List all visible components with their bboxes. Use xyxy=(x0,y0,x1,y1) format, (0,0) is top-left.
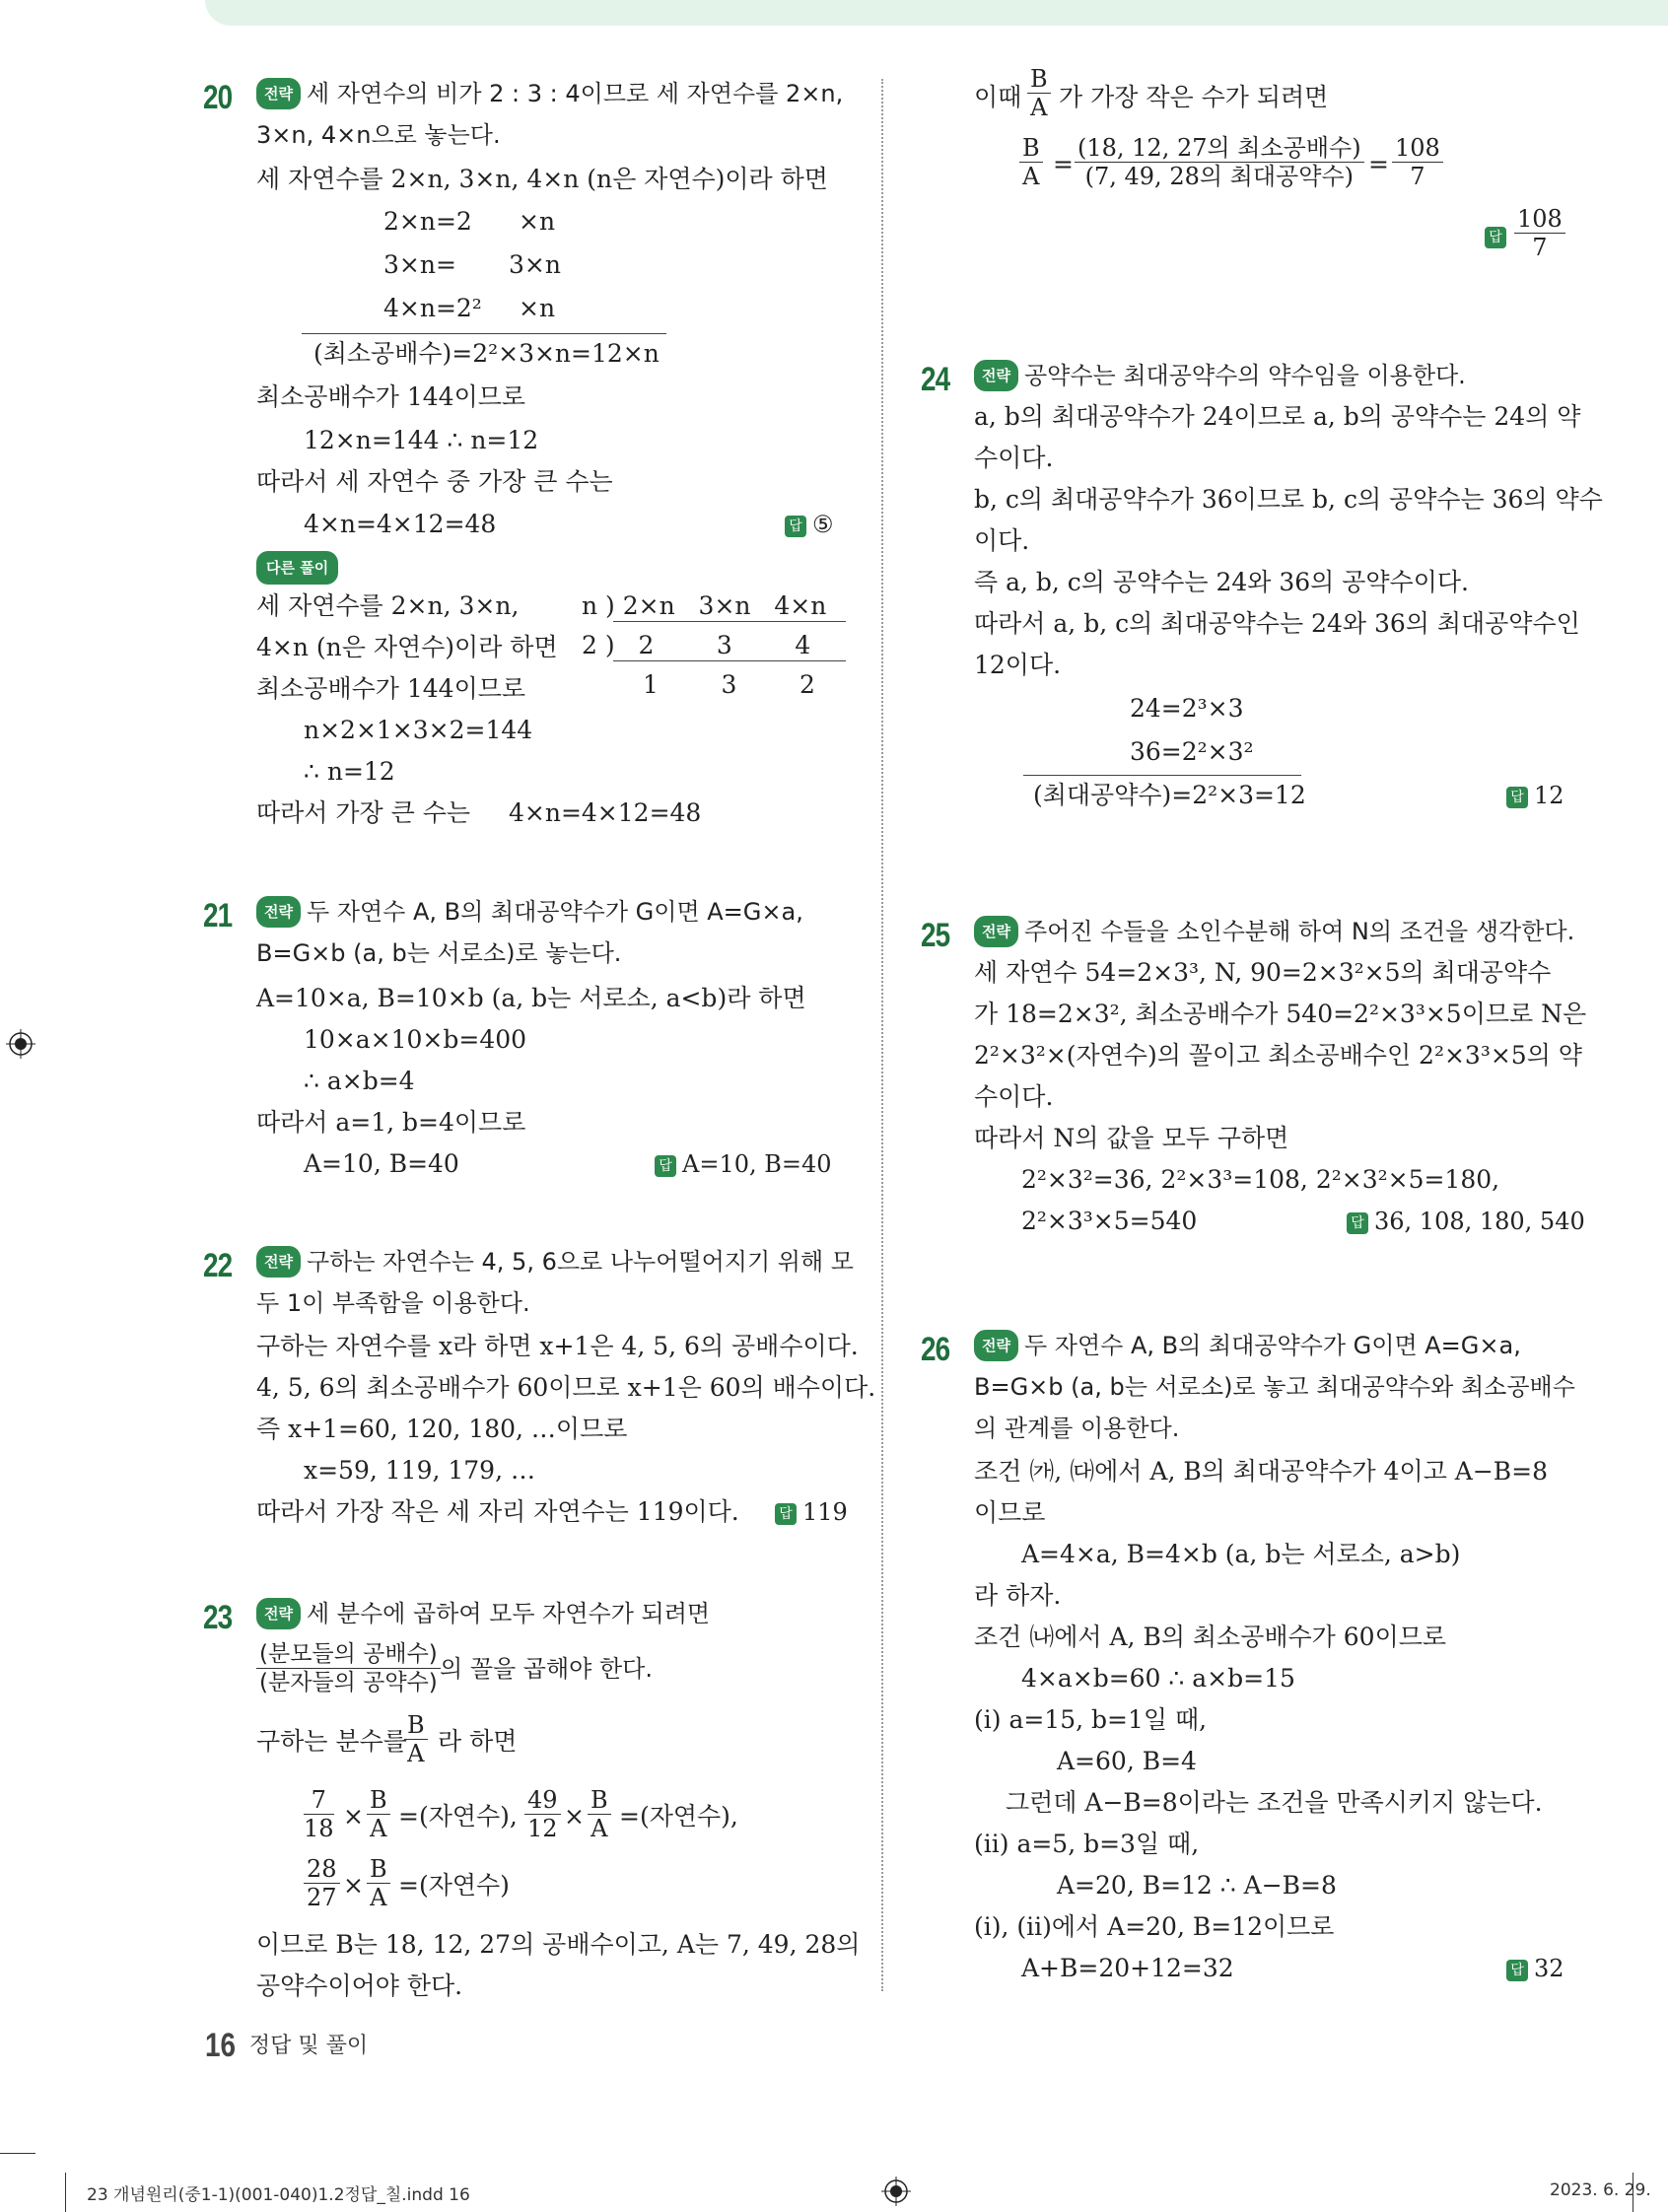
equals: = xyxy=(1368,150,1389,178)
fraction-b-over-a xyxy=(1019,134,1043,190)
text-line: (ⅰ), (ⅱ)에서 A=20, B=12이므로 xyxy=(974,1912,1335,1941)
denominator: (7, 49, 28의 최대공약수) xyxy=(1084,163,1354,190)
answer-icon: 답 xyxy=(655,1155,676,1177)
factor-line-2: 3×n= xyxy=(383,250,456,279)
strategy-text: 두 자연수 A, B의 최대공약수가 G이면 A=G×a, xyxy=(1023,1332,1521,1359)
text-line: 이다. xyxy=(974,526,1030,555)
text-line: 4, 5, 6의 최소공배수가 60이므로 x+1은 60의 배수이다. xyxy=(256,1373,876,1402)
answer-icon: 답 xyxy=(785,516,806,537)
fraction-49-12 xyxy=(524,1786,561,1842)
numerator: B xyxy=(588,1786,611,1815)
strategy-text: 세 분수에 곱하여 모두 자연수가 되려면 xyxy=(306,1600,711,1627)
problem-number: 20 xyxy=(203,79,233,116)
strategy-badge: 전략 xyxy=(974,916,1018,947)
text-line: (ⅱ) a=5, b=3일 때, xyxy=(974,1830,1200,1858)
numerator: 108 xyxy=(1392,134,1443,163)
numerator: B xyxy=(404,1711,428,1740)
factor-line-2b: 3×n xyxy=(509,250,561,279)
text-line: 이므로 xyxy=(974,1498,1046,1527)
gcd-line: (최대공약수)=2²×3=12 xyxy=(1033,781,1306,809)
answer xyxy=(1485,221,1512,250)
answer xyxy=(775,1497,848,1527)
crop-mark xyxy=(65,2173,66,2212)
numerator: (18, 12, 27의 최소공배수) xyxy=(1075,134,1364,163)
text-line: 수이다. xyxy=(974,444,1054,472)
registration-mark-icon xyxy=(881,2177,911,2206)
text-line: A+B=20+12=32 xyxy=(1021,1954,1234,1982)
text-line: 세 자연수를 2×n, 3×n, xyxy=(256,591,520,620)
factor-line-1b: ×n xyxy=(519,207,556,236)
header-band xyxy=(205,0,1668,26)
text-line: 따라서 a, b, c의 최대공약수는 24와 36의 최대공약수인 xyxy=(974,609,1580,638)
text-line: A=20, B=12 ∴ A−B=8 xyxy=(1057,1871,1337,1900)
strategy-line xyxy=(974,917,1574,950)
text-line: 2²×3²×(자연수)의 꼴이고 최소공배수인 2²×3³×5의 약 xyxy=(974,1041,1582,1070)
factor-line-2: 36=2²×3² xyxy=(1130,737,1254,766)
page-label: 정답 및 풀이 xyxy=(248,2034,369,2058)
text-line: 조건 ㈏에서 A, B의 최소공배수가 60이므로 xyxy=(974,1623,1447,1651)
answer-icon: 답 xyxy=(775,1503,797,1525)
answer-icon: 답 xyxy=(1485,227,1506,248)
text-line: 세 자연수를 2×n, 3×n, 4×n (n은 자연수)이라 하면 xyxy=(256,165,828,193)
text-line: 가 가장 작은 수가 되려면 xyxy=(1059,83,1329,111)
answer-value: 12 xyxy=(1534,782,1564,809)
equals-natural: =(자연수), xyxy=(619,1802,738,1831)
crop-mark xyxy=(0,2153,35,2154)
denominator: 18 xyxy=(304,1815,334,1842)
text-line: a, b의 최대공약수가 24이므로 a, b의 공약수는 24의 약 xyxy=(974,402,1581,431)
problem-number: 24 xyxy=(921,361,950,398)
numerator: B xyxy=(367,1786,390,1815)
denominator: A xyxy=(370,1815,387,1842)
rule xyxy=(1023,775,1301,776)
strategy-text-2: B=G×b (a, b는 서로소)로 놓고 최대공약수와 최소공배수 xyxy=(974,1373,1575,1401)
alt-badge: 다른 풀이 xyxy=(256,551,338,585)
equals-natural: =(자연수) xyxy=(398,1871,510,1900)
answer-value: ⑤ xyxy=(812,511,834,538)
text-line: 그런데 A−B=8이라는 조건을 만족시키지 않는다. xyxy=(1006,1788,1543,1817)
text-line: A=4×a, B=4×b (a, b는 서로소, a>b) xyxy=(1021,1540,1461,1568)
strategy-badge: 전략 xyxy=(974,360,1018,391)
text-line: x=59, 119, 179, … xyxy=(304,1456,535,1485)
text-line: 12이다. xyxy=(974,651,1062,679)
factor-line-1: 2×n=2 xyxy=(383,207,472,236)
denominator: A xyxy=(1030,94,1048,121)
text-line: 즉 x+1=60, 120, 180, …이므로 xyxy=(256,1415,628,1443)
strategy-line xyxy=(974,1331,1521,1364)
text-line: 12×n=144 ∴ n=12 xyxy=(304,426,539,454)
strategy-text: 공약수는 최대공약수의 약수임을 이용한다. xyxy=(1023,362,1466,389)
denominator: 12 xyxy=(527,1815,558,1842)
text-line: 이므로 B는 18, 12, 27의 공배수이고, A는 7, 49, 28의 xyxy=(256,1930,861,1959)
division-rule-1 xyxy=(613,621,846,622)
answer-fraction xyxy=(1514,205,1565,261)
fraction-b-over-a xyxy=(588,1786,611,1842)
text-line: A=10, B=40 xyxy=(304,1149,459,1178)
text-line: (ⅰ) a=15, b=1일 때, xyxy=(974,1705,1208,1734)
answer-value: 36, 108, 180, 540 xyxy=(1374,1208,1585,1235)
text-line: 따라서 a=1, b=4이므로 xyxy=(256,1108,526,1137)
text-line: 즉 a, b, c의 공약수는 24와 36의 공약수이다. xyxy=(974,568,1469,596)
problem-number: 23 xyxy=(203,1599,233,1636)
strategy-line xyxy=(256,1247,854,1280)
text-line: A=10×a, B=10×b (a, b는 서로소, a<b)라 하면 xyxy=(256,984,806,1012)
denominator: 27 xyxy=(307,1884,337,1911)
text-line: 4×a×b=60 ∴ a×b=15 xyxy=(1021,1664,1295,1693)
strategy-line xyxy=(974,361,1466,394)
numerator: B xyxy=(1027,65,1051,94)
denominator: A xyxy=(591,1815,608,1842)
strategy-badge: 전략 xyxy=(256,1246,301,1278)
strategy-text: 주어진 수들을 소인수분해 하여 N의 조건을 생각한다. xyxy=(1023,918,1575,945)
text-line: b, c의 최대공약수가 36이므로 b, c의 공약수는 36의 약수 xyxy=(974,485,1603,514)
registration-mark-icon xyxy=(6,1029,35,1059)
text-line: n×2×1×3×2=144 xyxy=(304,716,533,744)
numerator: B xyxy=(367,1855,390,1884)
text-line: A=60, B=4 xyxy=(1057,1747,1197,1775)
denominator: 7 xyxy=(1410,163,1425,190)
strategy-text: 두 자연수 A, B의 최대공약수가 G이면 A=G×a, xyxy=(306,898,803,926)
factor-line-1: 24=2³×3 xyxy=(1130,694,1244,723)
fraction-b-over-a xyxy=(404,1711,428,1767)
division-row-2: 2 ) 2 3 4 xyxy=(582,631,811,659)
answer xyxy=(655,1149,832,1179)
fraction-denominator: (분자들의 공약수) xyxy=(259,1670,438,1695)
fraction-numerator: (분모들의 공배수) xyxy=(256,1640,441,1669)
denominator: A xyxy=(370,1884,387,1911)
strategy-line xyxy=(256,1599,710,1632)
slug-date: 2023. 6. 29. xyxy=(1550,2180,1651,2200)
text-line: 4×n (n은 자연수)이라 하면 xyxy=(256,633,558,661)
strategy-text: 구하는 자연수는 4, 5, 6으로 나누어떨어지기 위해 모 xyxy=(306,1248,854,1276)
strategy-text: 세 자연수의 비가 2 : 3 : 4이므로 세 자연수를 2×n, xyxy=(306,80,844,107)
text-line: ∴ n=12 xyxy=(304,757,395,786)
text-line: 최소공배수가 144이므로 xyxy=(256,674,526,703)
strategy-badge: 전략 xyxy=(256,1598,301,1629)
factor-line-3b: ×n xyxy=(519,294,556,322)
fraction-b-over-a xyxy=(367,1855,390,1911)
strategy-text-2: 3×n, 4×n으로 놓는다. xyxy=(256,121,501,149)
numerator: 7 xyxy=(304,1786,334,1815)
strategy-badge: 전략 xyxy=(256,78,301,109)
text-line: 따라서 가장 큰 수는 xyxy=(256,798,471,827)
text-line: 최소공배수가 144이므로 xyxy=(256,382,526,411)
fraction-b-over-a xyxy=(1027,65,1051,121)
answer xyxy=(785,510,834,539)
answer-value: A=10, B=40 xyxy=(682,1150,832,1178)
answer-value: 119 xyxy=(802,1498,848,1526)
page-number: 16 xyxy=(205,2027,237,2064)
column-divider xyxy=(881,79,883,1991)
problem-number: 26 xyxy=(921,1331,950,1368)
text-line: 따라서 세 자연수 중 가장 큰 수는 xyxy=(256,467,613,496)
text-line: 수이다. xyxy=(974,1082,1054,1111)
answer-icon: 답 xyxy=(1347,1212,1368,1234)
denominator: 7 xyxy=(1532,234,1548,261)
page-footer xyxy=(205,2027,368,2065)
denominator: A xyxy=(1022,163,1040,190)
numerator: 49 xyxy=(524,1786,561,1815)
answer xyxy=(1506,781,1564,810)
strategy-badge: 전략 xyxy=(256,896,301,928)
text-line: 따라서 가장 작은 세 자리 자연수는 119이다. xyxy=(256,1497,739,1526)
times: × xyxy=(343,1802,364,1831)
fraction-28-27 xyxy=(304,1855,340,1911)
answer-icon: 답 xyxy=(1506,1960,1528,1981)
text-line: 이때 xyxy=(974,83,1022,111)
problem-number: 21 xyxy=(203,897,233,934)
answer xyxy=(1347,1207,1585,1236)
numerator: 28 xyxy=(304,1855,340,1884)
strategy-text-2: 의 꼴을 곱해야 한다. xyxy=(440,1655,653,1683)
answer-value: 32 xyxy=(1534,1955,1564,1982)
slug-filename: 23 개념원리(중1-1)(001-040)1.2정답_칠.indd 16 xyxy=(87,2185,470,2205)
text-line: ∴ a×b=4 xyxy=(304,1067,415,1095)
text-line: 라 하면 xyxy=(438,1727,518,1756)
problem-number: 22 xyxy=(203,1247,233,1284)
text-line: 세 자연수 54=2×3³, N, 90=2×3²×5의 최대공약수 xyxy=(974,958,1552,987)
text-line: 2²×3³×5=540 xyxy=(1021,1207,1198,1235)
fraction-108-7 xyxy=(1392,134,1443,190)
text-line: 가 18=2×3², 최소공배수가 540=2²×3³×5이므로 N은 xyxy=(974,1000,1587,1028)
problem-number: 25 xyxy=(921,917,950,954)
text-line: 라 하자. xyxy=(974,1581,1062,1610)
division-row-1: n ) 2×n 3×n 4×n xyxy=(582,591,827,620)
division-rule-2 xyxy=(613,660,846,661)
strategy-text-2: B=G×b (a, b는 서로소)로 놓는다. xyxy=(256,939,622,967)
division-row-3: 1 3 2 xyxy=(643,670,815,699)
strategy-text-2: 두 1이 부족함을 이용한다. xyxy=(256,1289,530,1317)
equals-natural: =(자연수), xyxy=(398,1802,518,1831)
strategy-line xyxy=(256,897,803,931)
factor-line-3: 4×n=2² xyxy=(383,294,482,322)
strategy-badge: 전략 xyxy=(974,1330,1018,1361)
text-line: 4×n=4×12=48 xyxy=(304,510,497,538)
fraction-lcm-over-gcd xyxy=(1075,134,1364,190)
answer-icon: 답 xyxy=(1506,787,1528,808)
strategy-text-3: 의 관계를 이용한다. xyxy=(974,1415,1180,1442)
alt-solution-label xyxy=(256,550,338,585)
strategy-fraction xyxy=(256,1640,441,1696)
equals: = xyxy=(1053,150,1074,178)
numerator: 108 xyxy=(1514,205,1565,234)
text-line: 2²×3²=36, 2²×3³=108, 2²×3²×5=180, xyxy=(1021,1165,1500,1194)
denominator: A xyxy=(407,1740,425,1767)
text-line: 10×a×10×b=400 xyxy=(304,1025,527,1054)
numerator: B xyxy=(1019,134,1043,163)
text-line: 4×n=4×12=48 xyxy=(509,798,702,827)
times: × xyxy=(343,1871,364,1900)
text-line: 공약수이어야 한다. xyxy=(256,1971,463,2000)
fraction-b-over-a xyxy=(367,1786,390,1842)
fraction-7-18 xyxy=(304,1786,334,1842)
strategy-line xyxy=(256,79,843,112)
text-line: 구하는 분수를 xyxy=(256,1727,407,1756)
rule xyxy=(302,333,666,334)
lcm-line: (최소공배수)=2²×3×n=12×n xyxy=(313,339,660,368)
answer xyxy=(1506,1954,1564,1983)
times: × xyxy=(564,1802,585,1831)
text-line: 구하는 자연수를 x라 하면 x+1은 4, 5, 6의 공배수이다. xyxy=(256,1332,859,1360)
text-line: 조건 ㈎, ㈐에서 A, B의 최대공약수가 4이고 A−B=8 xyxy=(974,1457,1549,1486)
text-line: 따라서 N의 값을 모두 구하면 xyxy=(974,1124,1289,1152)
